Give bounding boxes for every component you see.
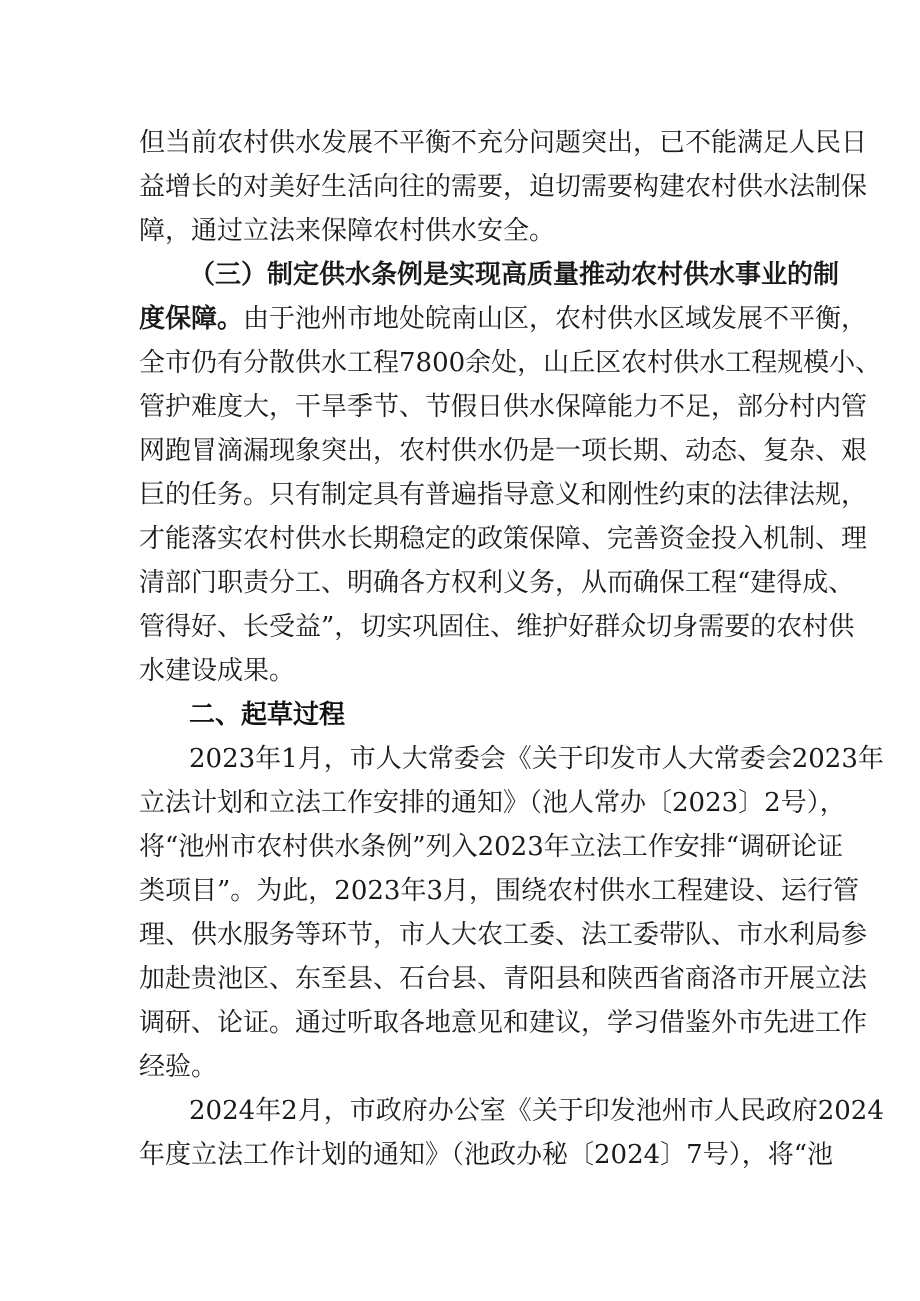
paragraph-2-line-4: 管护难度大，干旱季节、节假日供水保障能力不足，部分村内管 [139,392,868,422]
paragraph-1-line-1: 但当前农村供水发展不平衡不充分问题突出，已不能满足人民日 [139,128,868,158]
paragraph-2-line-9: 管得好、长受益”，切实巩固住、维护好群众切身需要的农村供 [139,612,855,642]
paragraph-2-line-6: 巨的任务。只有制定具有普遍指导意义和刚性约束的法律法规， [139,480,868,510]
paragraph-2-bold-line-2-start: 度保障。 [139,304,244,334]
paragraph-4-line-2: 年度立法工作计划的通知》（池政办秘〔2024〕7号），将“池 [139,1140,834,1170]
paragraph-2-line-2-rest: 由于池州市地处皖南山区，农村供水区域发展不平衡， [243,304,868,334]
paragraph-1-line-2: 益增长的对美好生活向往的需要，迫切需要构建农村供水法制保 [139,172,868,202]
paragraph-1-line-3: 障，通过立法来保障农村供水安全。 [139,216,556,246]
paragraph-3-line-2: 立法计划和立法工作安排的通知》（池人常办〔2023〕2号）， [139,788,846,818]
paragraph-3-line-6: 加赴贵池区、东至县、石台县、青阳县和陕西省商洛市开展立法 [139,964,868,994]
paragraph-3-line-4: 类项目”。为此，2023年3月，围绕农村供水工程建设、运行管 [139,876,860,906]
paragraph-3-line-3: 将“池州市农村供水条例”列入2023年立法工作安排“调研论证 [139,832,844,862]
paragraph-2-line-7: 才能落实农村供水长期稳定的政策保障、完善资金投入机制、理 [139,524,868,554]
paragraph-3-line-7: 调研、论证。通过听取各地意见和建议，学习借鉴外市先进工作 [139,1008,868,1038]
paragraph-2-line-8: 清部门职责分工、明确各方权利义务，从而确保工程“建得成、 [139,568,855,598]
paragraph-2-line-3: 全市仍有分散供水工程7800余处，山丘区农村供水工程规模小、 [139,348,882,378]
paragraph-3-line-8: 经验。 [139,1052,218,1082]
paragraph-2-bold-line-1: （三）制定供水条例是实现高质量推动农村供水事业的制 [189,260,840,290]
section-heading: 二、起草过程 [189,700,346,730]
paragraph-4-line-1: 2024年2月，市政府办公室《关于印发池州市人民政府2024 [189,1096,884,1126]
paragraph-2-line-2 [139,304,868,334]
paragraph-2-line-10: 水建设成果。 [139,656,296,686]
paragraph-2-line-5: 网跑冒滴漏现象突出，农村供水仍是一项长期、动态、复杂、艰 [139,436,868,466]
paragraph-3-line-5: 理、供水服务等环节，市人大农工委、法工委带队、市水利局参 [139,920,868,950]
paragraph-3-line-1: 2023年1月，市人大常委会《关于印发市人大常委会2023年 [189,744,884,774]
